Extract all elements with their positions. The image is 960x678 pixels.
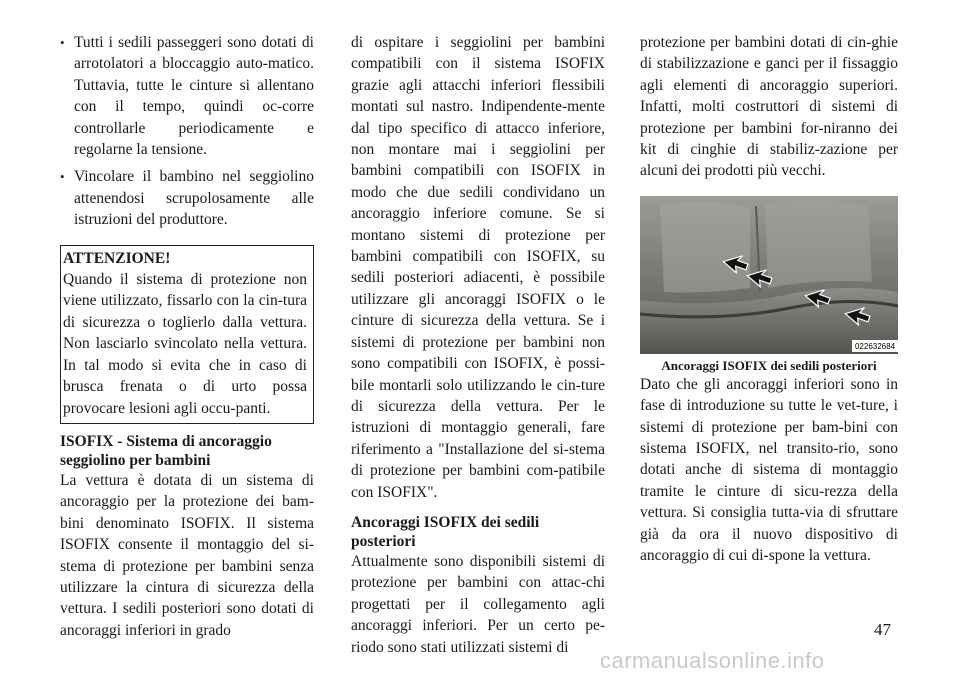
paragraph-rear-anchors: Attualmente sono disponibili sistemi di protezione per bambini con attac-chi progettati per il collegamento agli ancoraggi inferiori. Per un certo pe-riodo sono stati utilizzati sistemi di [351, 552, 605, 656]
rear-seat-illustration [640, 196, 898, 354]
warning-text: Quando il sistema di protezione non viene utilizzato, fissarlo con la cin-tura di sicurezza o toglierlo dalla vettura. Non lasciarlo svincolato nella vettura. In tal modo si evita che in caso di brusca frenata o di urto possa provocare lesioni agli occu-panti. [63, 271, 307, 417]
rear-seat-photo [640, 196, 898, 354]
paragraph-continued-3: protezione per bambini dotati di cin-ghie di stabilizzazione e ganci per il fissaggio agli elementi di ancoraggio superiori. Infatti, molti costruttori di sistemi di protezione per bambini for-niranno dei kit di cinghie di stabiliz-zazione per alcuni dei prodotti più vecchi. [640, 34, 898, 180]
warning-box [60, 245, 314, 424]
bullet-list [60, 32, 314, 231]
page-number: 47 [874, 620, 891, 639]
paragraph-continued: di ospitare i seggiolini per bambini compatibili con il sistema ISOFIX grazie agli attacchi inferiori flessibili montati sul nastro. Indipendente-mente dal tipo specifico di attacco inferiore, non montare mai i seggiolini per bambini compatibili con ISOFIX in modo che due sedili condividano un ancoraggio inferiore comune. Se si montano sistemi di protezione per bambini compatibili con ISOFIX, su sedili posteriori adiacenti, è possibile utilizzare gli ancoraggi ISOFIX o le cinture di sicurezza della vettura. Se i sistemi di protezione per bambini non sono compatibili con ISOFIX, è possi-bile montarli solo utilizzando le cin-ture di sicurezza della vettura. Per le istruzioni di montaggio generali, fare riferimento a "Installazione del si-stema di protezione per bambini com-patibile con ISOFIX". [351, 34, 605, 501]
bullet-item: • Tutti i sedili passeggeri sono dotati di arrotolatori a bloccaggio auto-matico. Tuttavia, tutte le cinture si allentano con il tempo, quindi oc-corre controllarle periodicamente e regolarne la tensione. [60, 34, 314, 159]
figure-code: 022632684 [854, 341, 896, 351]
bullet-icon: • [60, 35, 65, 50]
paragraph-isofix: La vettura è dotata di un sistema di ancoraggio per la protezione dei bam-bini denominato ISOFIX. Il sistema ISOFIX consente il montaggio del si-stema di protezione per bambini senza utilizzare la cintura di sicurezza della vettura. I sedili posteriori sono dotati di ancoraggi inferiori in grado [60, 471, 314, 639]
column-1 [60, 32, 314, 641]
warning-title: ATTENZIONE! [63, 249, 171, 267]
column-2 [351, 32, 605, 658]
figure-isofix-anchors [640, 196, 898, 374]
section-heading-rear-anchors: Ancoraggi ISOFIX dei sedili posteriori [351, 513, 540, 550]
watermark-text: carmanualsonline.info [600, 648, 825, 673]
column-3 [640, 32, 898, 567]
bullet-icon: • [60, 169, 65, 185]
paragraph-after-figure: Dato che gli ancoraggi inferiori sono in fase di introduzione su tutte le vet-ture, i sistemi di protezione per bam-bini con sistema ISOFIX, nel transito-rio, sono dotati anche di sistema di montaggio tramite le cinture di sicu-rezza della vettura. Si consiglia tutta-via di sfruttare già da ora il nuovo dispositivo di ancoraggio di cui di-spone la vettura. [640, 375, 898, 565]
section-heading-isofix: ISOFIX - Sistema di ancoraggio seggiolino per bambini [60, 432, 272, 469]
figure-caption: Ancoraggi ISOFIX dei sedili posteriori [661, 357, 877, 373]
bullet-item: • Vincolare il bambino nel seggiolino attenendosi scrupolosamente alle istruzioni del produttore. [60, 168, 314, 229]
